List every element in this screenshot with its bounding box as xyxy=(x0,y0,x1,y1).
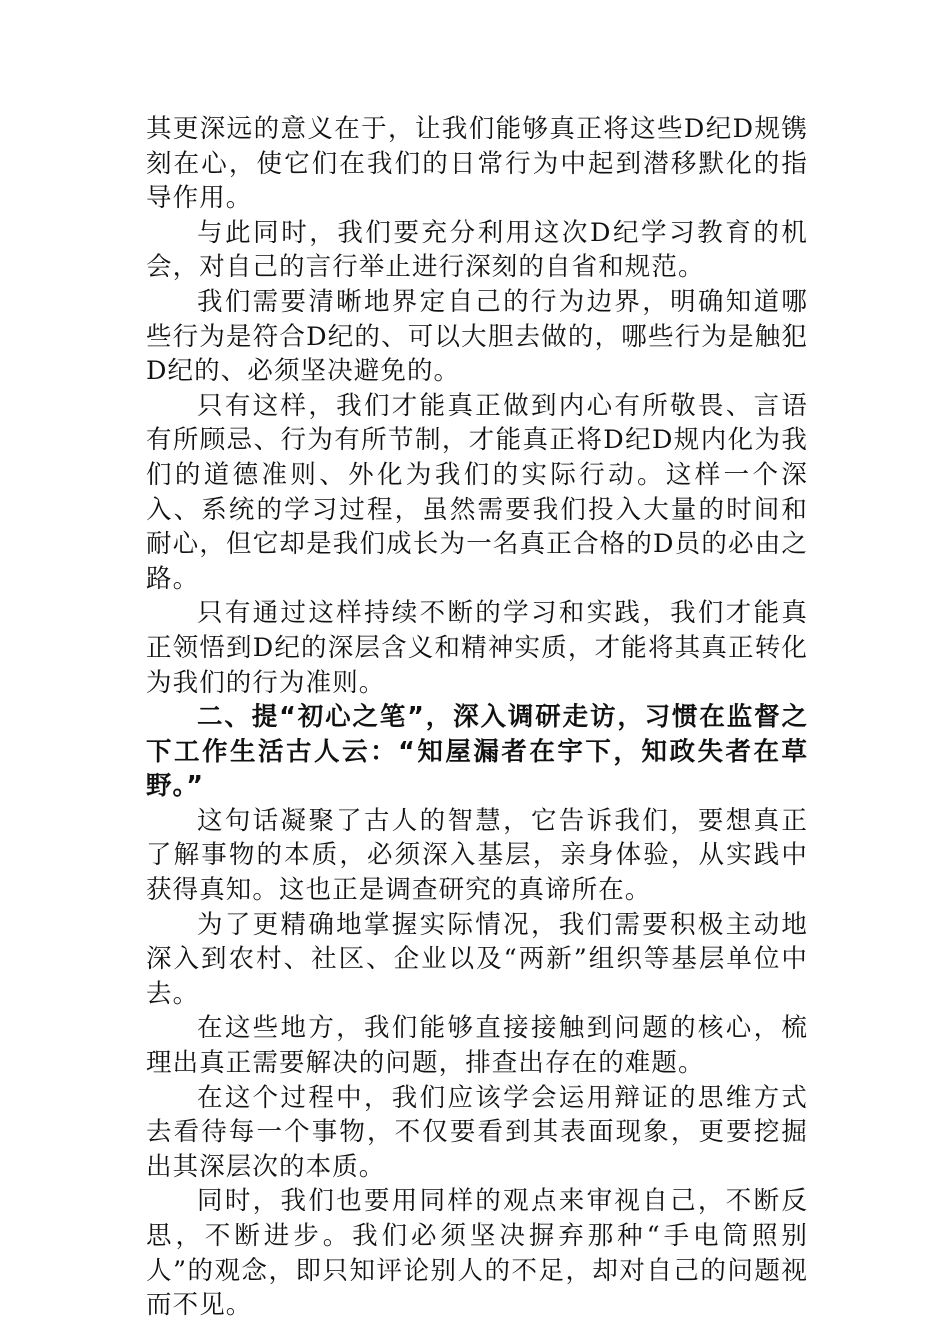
paragraph: 为了更精确地掌握实际情况，我们需要积极主动地深入到农村、社区、企业以及“两新”组织等基层单位中去。 xyxy=(146,909,808,1009)
paragraph: 只有这样，我们才能真正做到内心有所敬畏、言语有所顾忌、行为有所节制，才能真正将D纪D规内化为我们的道德准则、外化为我们的实际行动。这样一个深入、系统的学习过程，虽然需要我们投入大量的时间和耐心，但它却是我们成长为一名真正合格的D员的必由之路。 xyxy=(146,390,808,594)
paragraph-continued: 其更深远的意义在于，让我们能够真正将这些D纪D规镌刻在心，使它们在我们的日常行为中起到潜移默化的指导作用。 xyxy=(146,114,808,214)
paragraph: 我们需要清晰地界定自己的行为边界，明确知道哪些行为是符合D纪的、可以大胆去做的，哪些行为是触犯D纪的、必须坚决避免的。 xyxy=(146,286,808,387)
section-heading: 二、提“初心之笔”，深入调研走访，习惯在监督之下工作生活古人云：“知屋漏者在宇下，知政失者在草野。” xyxy=(146,702,808,802)
paragraph: 这句话凝聚了古人的智慧，它告诉我们，要想真正了解事物的本质，必须深入基层，亲身体验，从实践中获得真知。这也正是调查研究的真谛所在。 xyxy=(146,805,808,906)
paragraph: 在这个过程中，我们应该学会运用辩证的思维方式去看待每一个事物，不仅要看到其表面现象，更要挖掘出其深层次的本质。 xyxy=(146,1082,808,1182)
paragraph: 同时，我们也要用同样的观点来审视自己，不断反思，不断进步。我们必须坚决摒弃那种“手电筒照别人”的观念，即只知评论别人的不足，却对自己的问题视而不见。 xyxy=(146,1186,808,1321)
paragraph: 与此同时，我们要充分利用这次D纪学习教育的机会，对自己的言行举止进行深刻的自省和规范。 xyxy=(146,217,808,283)
paragraph: 在这些地方，我们能够直接接触到问题的核心，梳理出真正需要解决的问题，排查出存在的难题。 xyxy=(146,1013,808,1079)
document-page xyxy=(146,112,808,1323)
paragraph: 只有通过这样持续不断的学习和实践，我们才能真正领悟到D纪的深层含义和精神实质，才能将其真正转化为我们的行为准则。 xyxy=(146,598,808,698)
